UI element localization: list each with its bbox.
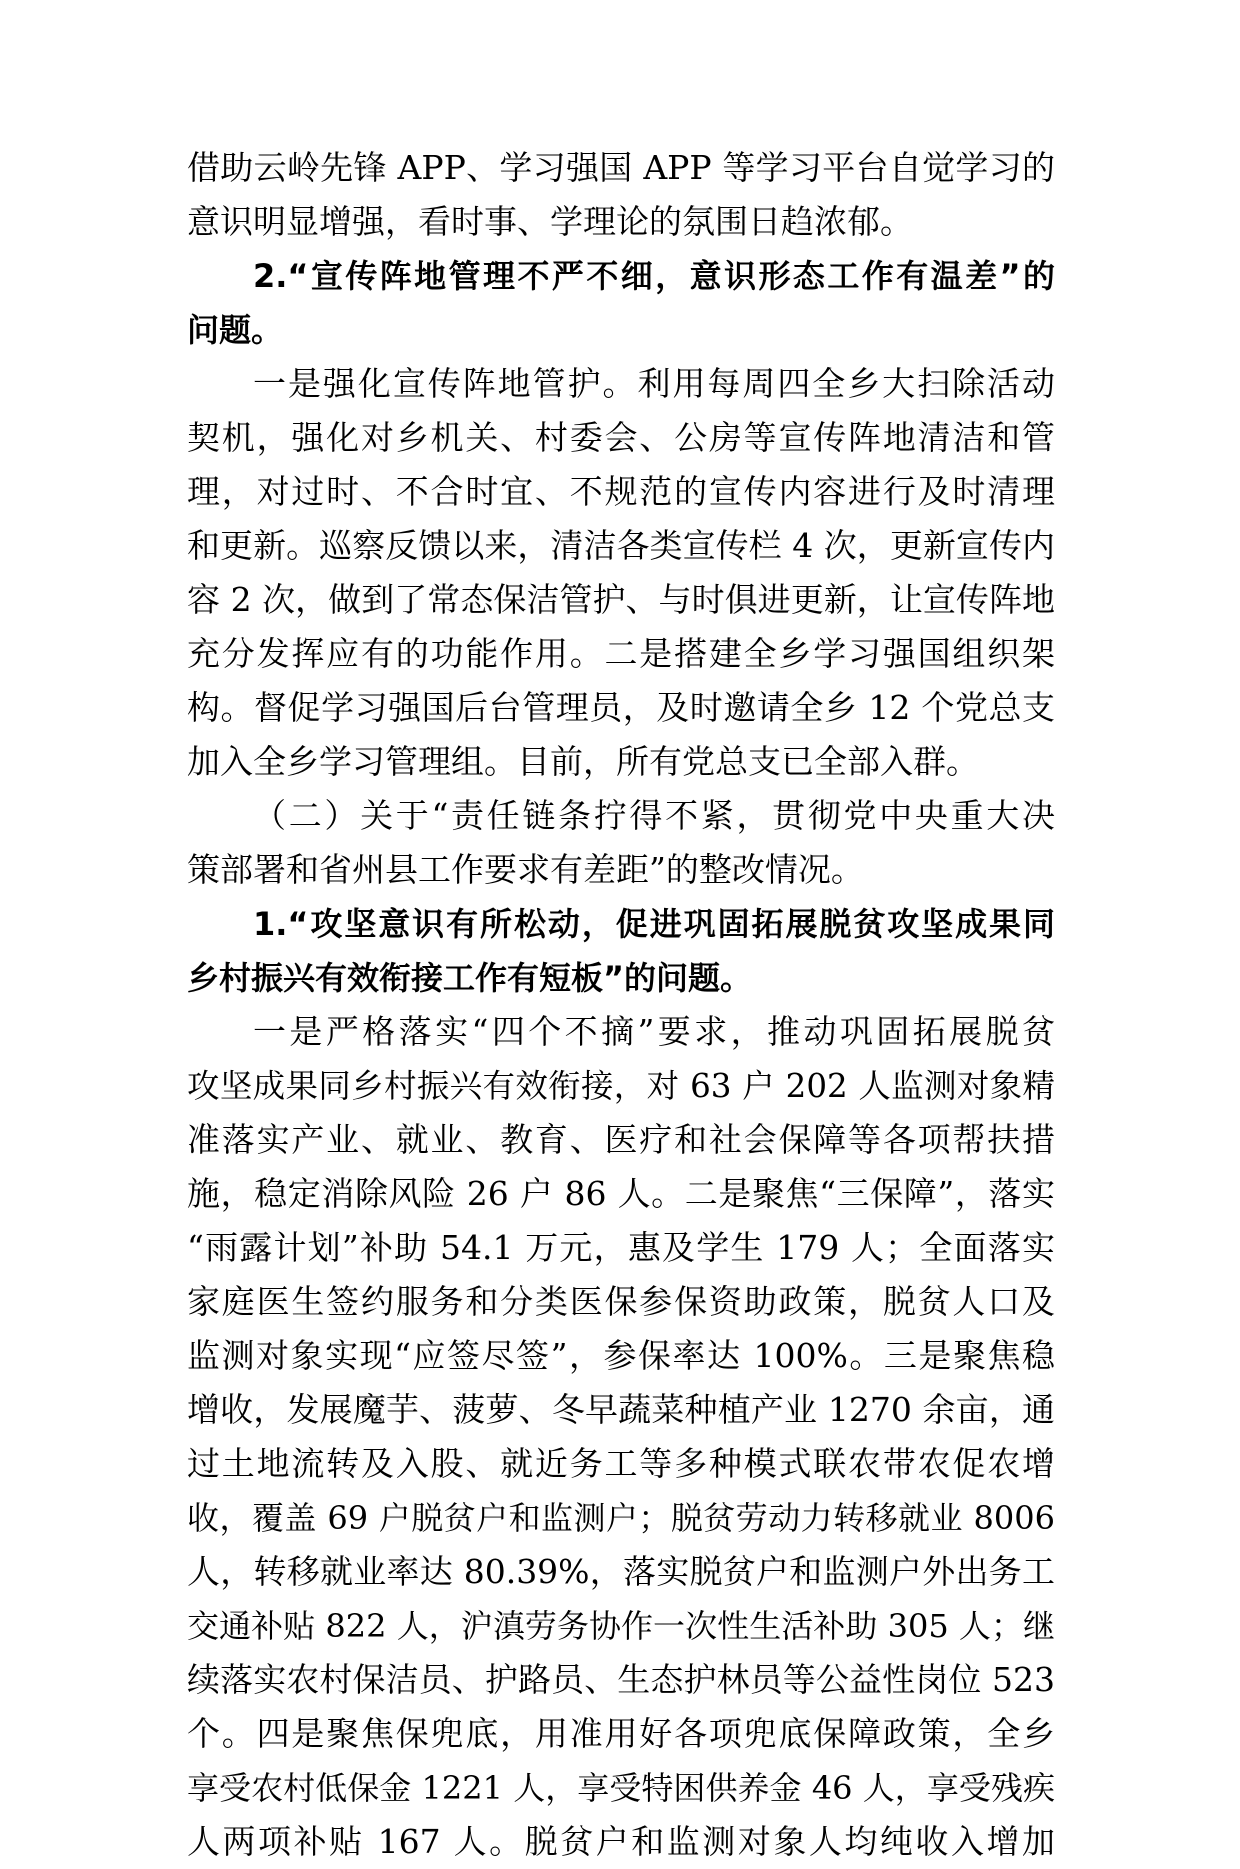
paragraph-line: 人，转移就业率达 80.39%，落实脱贫户和监测户外出务工 xyxy=(187,1552,1055,1591)
paragraph-line: 一是强化宣传阵地管护。利用每周四全乡大扫除活动 xyxy=(253,364,1055,403)
text-line: 借助云岭先锋 APP、学习强国 APP 等学习平台自觉学习的 xyxy=(187,148,1055,187)
paragraph-line: 充分发挥应有的功能作用。二是搭建全乡学习强国组织架 xyxy=(187,634,1055,673)
paragraph-line: 家庭医生签约服务和分类医保参保资助政策，脱贫人口及 xyxy=(187,1282,1055,1321)
subsection-heading: （二）关于“责任链条拧得不紧，贯彻党中央重大决 xyxy=(253,796,1055,835)
paragraph-line: 攻坚成果同乡村振兴有效衔接，对 63 户 202 人监测对象精 xyxy=(187,1067,1055,1105)
section-heading: 乡村振兴有效衔接工作有短板”的问题。 xyxy=(187,959,753,997)
paragraph-line: 理，对过时、不合时宜、不规范的宣传内容进行及时清理 xyxy=(187,472,1055,511)
paragraph-line: 契机，强化对乡机关、村委会、公房等宣传阵地清洁和管 xyxy=(187,418,1055,457)
paragraph-line: 交通补贴 822 人，沪滇劳务协作一次性生活补助 305 人；继 xyxy=(187,1607,1055,1645)
paragraph-line: 收，覆盖 69 户脱贫户和监测户；脱贫劳动力转移就业 8006 xyxy=(187,1499,1055,1537)
paragraph-line: 人两项补贴 167 人。脱贫户和监测对象人均纯收入增加 xyxy=(187,1822,1055,1861)
paragraph-line: 准落实产业、就业、教育、医疗和社会保障等各项帮扶措 xyxy=(187,1120,1055,1159)
subsection-heading: 策部署和省州县工作要求有差距”的整改情况。 xyxy=(187,850,864,889)
document-body xyxy=(187,141,1055,1869)
paragraph-line: 享受农村低保金 1221 人，享受特困供养金 46 人，享受残疾 xyxy=(187,1769,1055,1807)
paragraph-line: 增收，发展魔芋、菠萝、冬早蔬菜种植产业 1270 余亩，通 xyxy=(187,1390,1055,1429)
paragraph-line: 个。四是聚焦保兜底，用准用好各项兜底保障政策，全乡 xyxy=(187,1714,1055,1753)
paragraph-line: 加入全乡学习管理组。目前，所有党总支已全部入群。 xyxy=(187,742,979,781)
paragraph-line: “雨露计划”补助 54.1 万元，惠及学生 179 人；全面落实 xyxy=(187,1228,1055,1267)
paragraph-line: 过土地流转及入股、就近务工等多种模式联农带农促农增 xyxy=(187,1444,1055,1483)
section-heading: 2.“宣传阵地管理不严不细，意识形态工作有温差”的 xyxy=(253,257,1055,295)
paragraph-line: 构。督促学习强国后台管理员，及时邀请全乡 12 个党总支 xyxy=(187,688,1055,727)
paragraph-line: 和更新。巡察反馈以来，清洁各类宣传栏 4 次，更新宣传内 xyxy=(187,526,1055,565)
text-line: 意识明显增强，看时事、学理论的氛围日趋浓郁。 xyxy=(187,202,913,241)
paragraph-line: 施，稳定消除风险 26 户 86 人。二是聚焦“三保障”，落实 xyxy=(187,1174,1055,1213)
paragraph-line: 一是严格落实“四个不摘”要求，推动巩固拓展脱贫 xyxy=(253,1012,1055,1051)
paragraph-line: 续落实农村保洁员、护路员、生态护林员等公益性岗位 523 xyxy=(187,1660,1055,1699)
paragraph-line: 监测对象实现“应签尽签”，参保率达 100%。三是聚焦稳 xyxy=(187,1336,1055,1375)
section-heading: 问题。 xyxy=(187,311,284,349)
paragraph-line: 容 2 次，做到了常态保洁管护、与时俱进更新，让宣传阵地 xyxy=(187,580,1055,619)
section-heading: 1.“攻坚意识有所松动，促进巩固拓展脱贫攻坚成果同 xyxy=(253,905,1055,943)
